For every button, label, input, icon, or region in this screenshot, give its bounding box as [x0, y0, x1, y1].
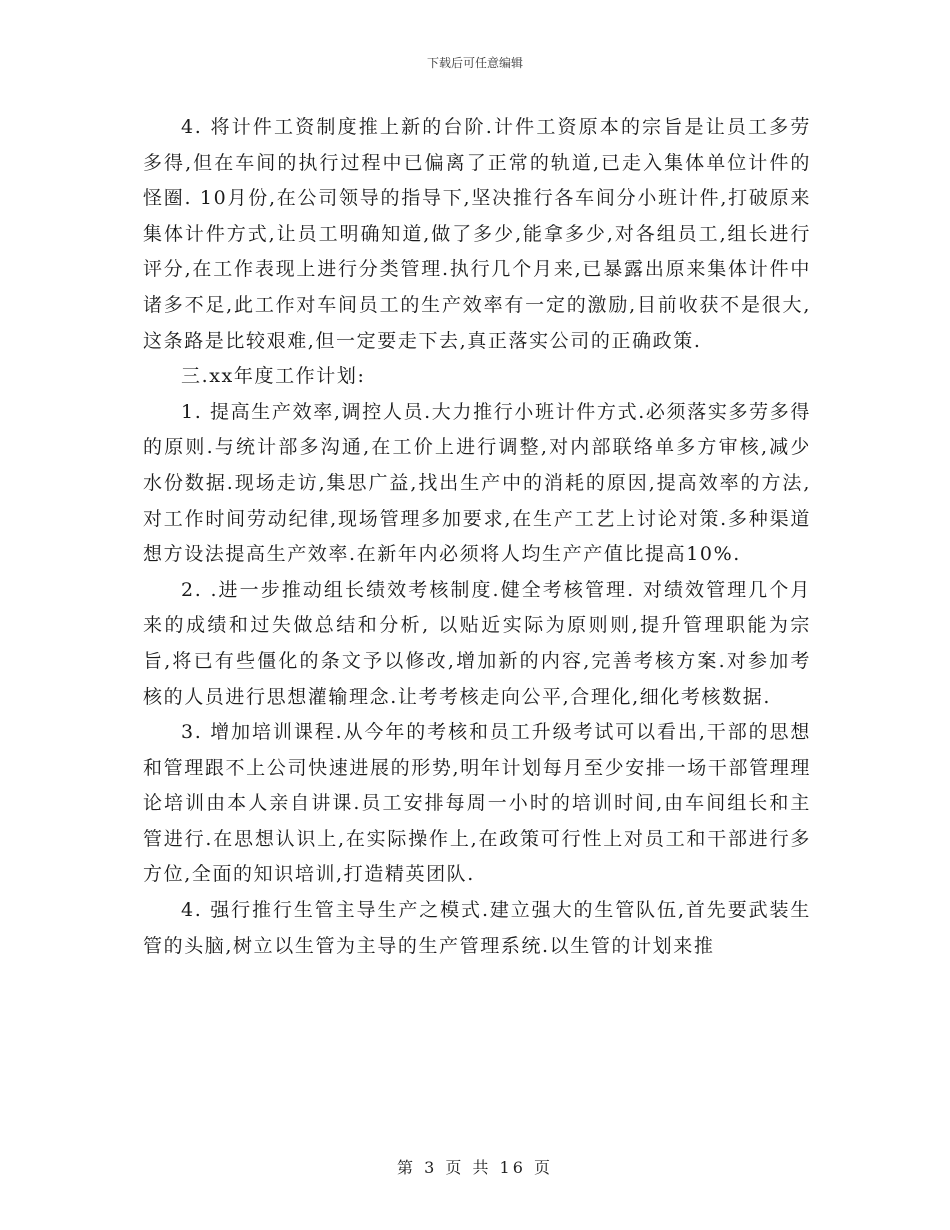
- header-note: 下载后可任意编辑: [426, 56, 523, 70]
- paragraph-performance-assessment: 2. .进一步推动组长绩效考核制度.健全考核管理. 对绩效管理几个月来的成绩和过失做总结和分析, 以贴近实际为原则则,提升管理职能为宗旨,将已有些僵化的条文予以修改,增加新的内容,完善考核方案.对参加考核的人员进行思想灌输理念.让考考核走向公平,合理化,细化考核数据.: [143, 578, 811, 708]
- section-heading-work-plan: 三.xx年度工作计划:: [181, 365, 366, 388]
- paragraph-training-courses: 3. 增加培训课程.从今年的考核和员工升级考试可以看出,干部的思想和管理跟不上公司快速进展的形势,明年计划每月至少安排一场干部管理理论培训由本人亲自讲课.员工安排每周一小时的培训时间,由车间组长和主管进行.在思想认识上,在实际操作上,在政策可行性上对员工和干部进行多方位,全面的知识培训,打造精英团队.: [143, 721, 811, 886]
- page-number-footer: 第 3 页 共 16 页: [397, 1158, 553, 1177]
- paragraph-production-management-mode: 4. 强行推行生管主导生产之模式.建立强大的生管队伍,首先要武装生管的头脑,树立以生管为主导的生产管理系统.以生管的计划来推: [143, 899, 811, 957]
- paragraph-piecework-wage: 4. 将计件工资制度推上新的台阶.计件工资原本的宗旨是让员工多劳多得,但在车间的执行过程中已偏离了正常的轨道,已走入集体单位计件的怪圈. 10月份,在公司领导的指导下,坚决推行各车间分小班计件,打破原来集体计件方式,让员工明确知道,做了多少,能拿多少,对各组员工,组长进行评分,在工作表现上进行分类管理.执行几个月来,已暴露出原来集体计件中诸多不足,此工作对车间员工的生产效率有一定的激励,目前收获不是很大,这条路是比较艰难,但一定要走下去,真正落实公司的正确政策.: [143, 116, 811, 352]
- document-body: [143, 110, 811, 964]
- paragraph-production-efficiency: 1. 提高生产效率,调控人员.大力推行小班计件方式.必须落实多劳多得的原则.与统计部多沟通,在工价上进行调整,对内部联络单多方审核,减少水份数据.现场走访,集思广益,找出生产中的消耗的原因,提高效率的方法,对工作时间劳动纪律,现场管理多加要求,在生产工艺上讨论对策.多种渠道想方设法提高生产效率.在新年内必须将人均生产产值比提高10%.: [143, 400, 811, 566]
